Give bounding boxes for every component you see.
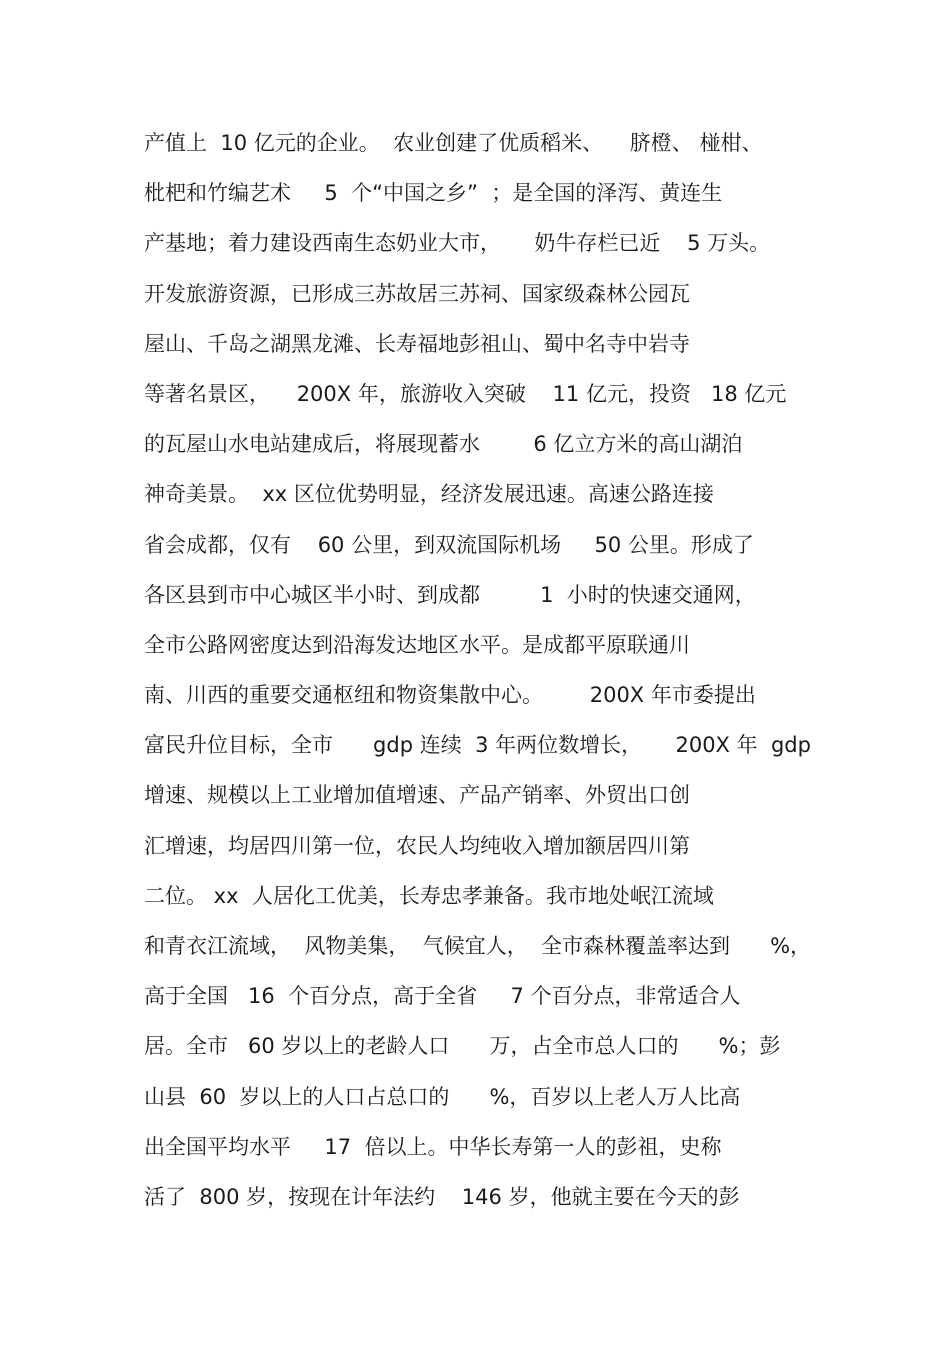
text-line: 居。全市 60 岁以上的老龄人口 万，占全市总人口的 %；彭 <box>144 1034 781 1059</box>
text-line: 富民升位目标，全市 gdp 连续 3 年两位数增长， 200X 年 gdp <box>144 733 811 758</box>
text-line: 省会成都，仅有 60 公里，到双流国际机场 50 公里。形成了 <box>144 532 754 557</box>
text-line: 产基地；着力建设西南生态奶业大市， 奶牛存栏已近 5 万头。 <box>144 231 771 256</box>
text-line: 枇杷和竹编艺术 5 个“中国之乡” ；是全国的泽泻、黄连生 <box>144 181 723 206</box>
text-line: 二位。 xx 人居化工优美，长寿忠孝兼备。我市地处岷江流域 <box>144 883 714 908</box>
text-line: 活了 800 岁，按现在计年法约 146 岁，他就主要在今天的彭 <box>144 1184 740 1209</box>
text-line: 增速、规模以上工业增加值增速、产品产销率、外贸出口创 <box>144 783 690 808</box>
text-line: 南、川西的重要交通枢纽和物资集散中心。 200X 年市委提出 <box>144 683 756 708</box>
text-line: 开发旅游资源，已形成三苏故居三苏祠、国家级森林公园瓦 <box>144 281 690 306</box>
text-line: 和青衣江流域， 风物美集， 气候宜人， 全市森林覆盖率达到 %， <box>144 934 812 958</box>
text-line: 汇增速，均居四川第一位，农民人均纯收入增加额居四川第 <box>144 833 690 858</box>
body-text <box>144 118 844 1222</box>
text-line: 产值上 10 亿元的企业。 农业创建了优质稻米、 脐橙、 椪柑、 <box>144 131 763 155</box>
text-line: 的瓦屋山水电站建成后，将展现蓄水 6 亿立方米的高山湖泊 <box>144 432 743 457</box>
text-line: 全市公路网密度达到沿海发达地区水平。是成都平原联通川 <box>144 632 690 657</box>
text-line: 神奇美景。 xx 区位优势明显，经济发展迅速。高速公路连接 <box>144 482 714 507</box>
text-line: 各区县到市中心城区半小时、到成都 1 小时的快速交通网， <box>144 582 756 607</box>
text-line: 等著名景区， 200X 年，旅游收入突破 11 亿元，投资 18 亿元 <box>144 381 787 406</box>
text-line: 出全国平均水平 17 倍以上。中华长寿第一人的彭祖，史称 <box>144 1134 722 1159</box>
text-line: 屋山、千岛之湖黑龙滩、长寿福地彭祖山、蜀中名寺中岩寺 <box>144 331 690 356</box>
text-line: 高于全国 16 个百分点，高于全省 7 个百分点，非常适合人 <box>144 984 741 1009</box>
text-line: 山县 60 岁以上的人口占总口的 %，百岁以上老人万人比高 <box>144 1084 741 1109</box>
